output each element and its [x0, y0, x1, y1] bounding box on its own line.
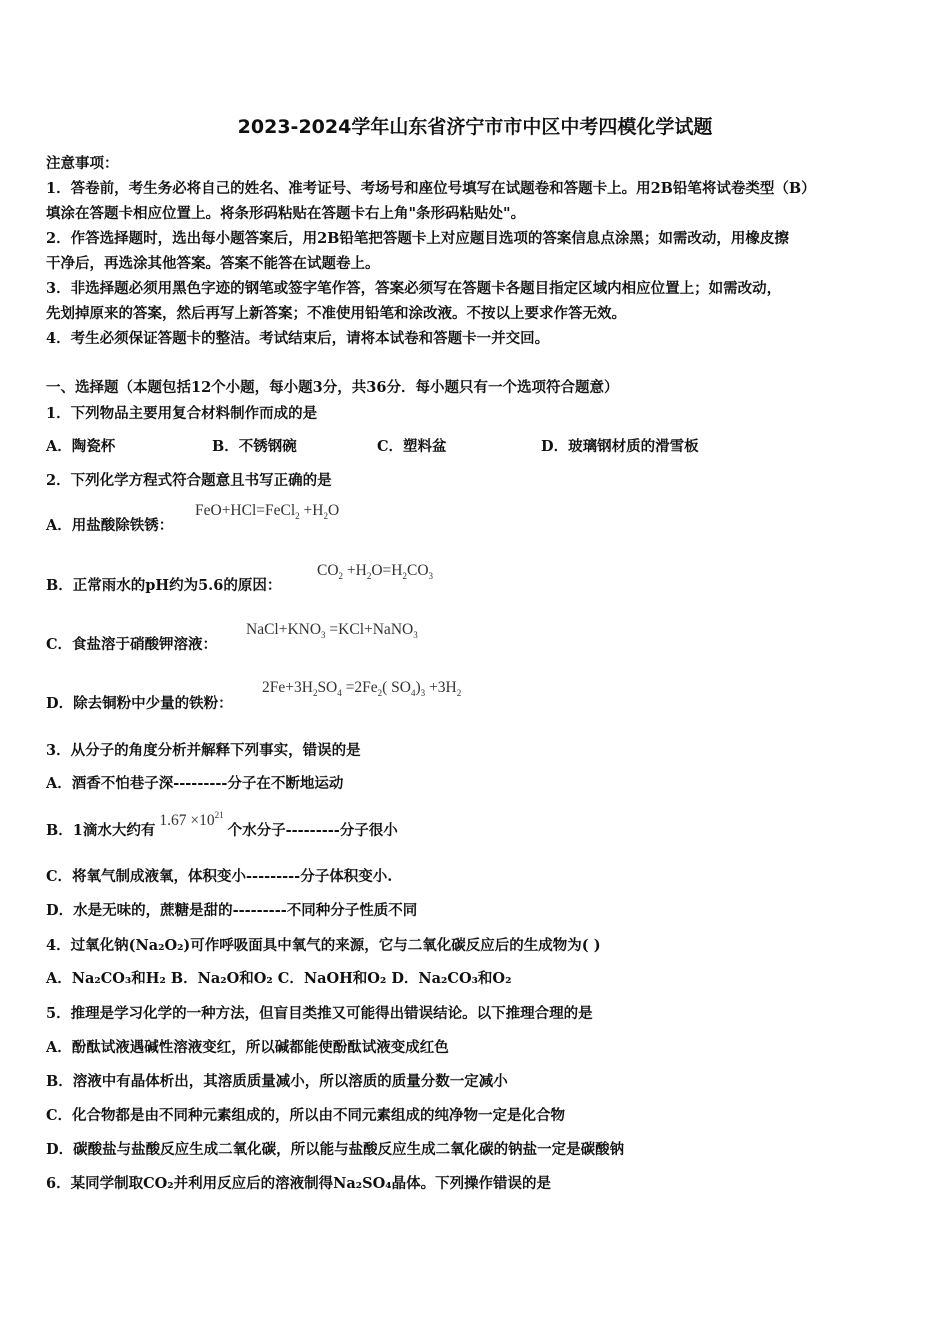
question-2-option-a: A．用盐酸除铁锈： — [46, 517, 174, 534]
option-b-suffix: 个水分子---------分子很小 — [227, 822, 398, 839]
notice-line: 3．非选择题必须用黑色字迹的钢笔或签字笔作答，答案必须写在答题卡各题目指定区域内相应位置上；如需改动， — [46, 280, 782, 297]
question-2-option-d: D．除去铜粉中少量的铁粉： — [46, 695, 233, 712]
question-3-option-c: C．将氧气制成液氧，体积变小---------分子体积变小. — [46, 868, 393, 885]
question-2-stem: 2．下列化学方程式符合题意且书写正确的是 — [46, 472, 332, 489]
question-3-option-a: A．酒香不怕巷子深---------分子在不断地运动 — [46, 775, 344, 792]
question-1-option-d: D．玻璃钢材质的滑雪板 — [541, 438, 699, 455]
molecule-count — [159, 812, 223, 829]
section-heading: 一、选择题（本题包括12个小题，每小题3分，共36分．每小题只有一个选项符合题意） — [46, 379, 619, 396]
notice-line: 4．考生必须保证答题卡的整洁。考试结束后，请将本试卷和答题卡一并交回。 — [46, 330, 550, 347]
notice-line: 干净后，再选涂其他答案。答案不能答在试题卷上。 — [46, 255, 380, 272]
question-2-option-b: B．正常雨水的pH约为5.6的原因： — [46, 577, 282, 594]
question-4-stem: 4．过氧化钠(Na₂O₂)可作呼吸面具中氧气的来源，它与二氧化碳反应后的生成物为( ) — [46, 937, 601, 954]
question-1-option-b: B．不锈钢碗 — [212, 438, 297, 455]
question-5-option-a: A．酚酞试液遇碱性溶液变红，所以碱都能使酚酞试液变成红色 — [46, 1039, 449, 1056]
equation-c: $NaCl+KNO_3$ =KCl+NaNO$_3$ — [246, 621, 418, 640]
question-3-option-d: D．水是无味的，蔗糖是甜的---------不同种分子性质不同 — [46, 902, 418, 919]
equation-b: $CO_2 +H_2O=H_2CO_3$ — [317, 562, 434, 581]
question-5-stem: 5．推理是学习化学的一种方法，但盲目类推又可能得出错误结论。以下推理合理的是 — [46, 1005, 593, 1022]
question-3-option-b — [46, 810, 398, 840]
question-4-options: A．Na₂CO₃和H₂ B．Na₂O和O₂ C．NaOH和O₂ D．Na₂CO₃和O₂ — [46, 970, 512, 987]
question-1-option-a: A．陶瓷杯 — [46, 438, 116, 455]
question-5-option-d: D．碳酸盐与盐酸反应生成二氧化碳，所以能与盐酸反应生成二氧化碳的钠盐一定是碳酸钠 — [46, 1141, 625, 1158]
notice-heading: 注意事项： — [46, 155, 119, 172]
notice-line: 先划掉原来的答案，然后再写上新答案；不准使用铅笔和涂改液。不按以上要求作答无效。 — [46, 305, 626, 322]
option-b-prefix: B．1滴水大约有 — [46, 822, 156, 839]
question-3-stem: 3．从分子的角度分析并解释下列事实，错误的是 — [46, 742, 361, 759]
question-1-option-c: C．塑料盆 — [377, 438, 447, 455]
question-6-stem: 6．某同学制取CO₂并利用反应后的溶液制得Na₂SO₄晶体。下列操作错误的是 — [46, 1175, 552, 1192]
count-exponent: 21 — [214, 810, 224, 820]
equation-d: $2Fe+3H_2SO_4 =2Fe_2$( $SO_4)_3 +3H_2$ — [262, 679, 462, 698]
count-mantissa: 1.67 ×10 — [159, 812, 215, 829]
notice-line: 2．作答选择题时，选出每小题答案后，用2B铅笔把答题卡上对应题目选项的答案信息点涂黑；如需改动，用橡皮擦 — [46, 230, 789, 247]
question-1-stem: 1．下列物品主要用复合材料制作而成的是 — [46, 405, 318, 422]
notice-line: 1．答卷前，考生务必将自己的姓名、准考证号、考场号和座位号填写在试题卷和答题卡上。用2B铅笔将试卷类型（B） — [46, 180, 816, 197]
question-5-option-b: B．溶液中有晶体析出，其溶质质量减小，所以溶质的质量分数一定减小 — [46, 1073, 508, 1090]
question-5-option-c: C．化合物都是由不同种元素组成的，所以由不同元素组成的纯净物一定是化合物 — [46, 1107, 566, 1124]
notice-line: 填涂在答题卡相应位置上。将条形码粘贴在答题卡右上角"条形码粘贴处"。 — [46, 205, 526, 222]
question-2-option-c: C．食盐溶于硝酸钾溶液： — [46, 636, 218, 653]
equation-a: FeO+HCl=FeCl$_2$ $+H_2O$ — [195, 502, 340, 521]
page-title: 2023-2024学年山东省济宁市市中区中考四模化学试题 — [237, 116, 713, 138]
